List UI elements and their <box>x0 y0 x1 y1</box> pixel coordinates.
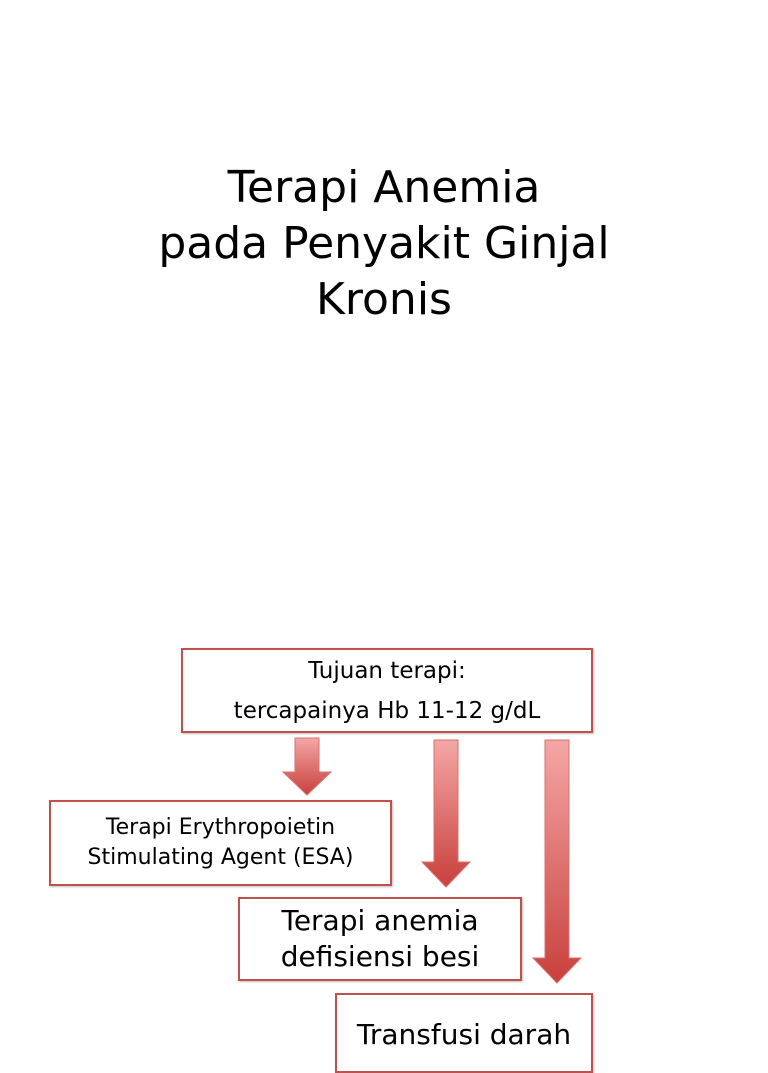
iron-line-1: Terapi anemia <box>281 904 479 937</box>
blood-transfusion-box <box>335 993 593 1073</box>
transfusion-line-1: Transfusi darah <box>356 1018 572 1051</box>
esa-therapy-box <box>49 800 392 886</box>
esa-line-1: Terapi Erythropoietin <box>105 815 336 840</box>
slide-title-line-2: pada Penyakit Ginjal <box>158 218 610 269</box>
goal-line-1: Tujuan terapi: <box>308 657 466 684</box>
iron-deficiency-therapy-box <box>238 897 522 981</box>
iron-line-2: defisiensi besi <box>280 940 480 973</box>
goal-line-2: tercapainya Hb 11-12 g/dL <box>233 697 541 724</box>
arrow-to-iron <box>421 740 471 888</box>
slide-title-line-1: Terapi Anemia <box>227 162 541 213</box>
slide-title <box>0 160 768 328</box>
slide-title-line-3: Kronis <box>316 274 452 325</box>
arrow-to-esa <box>282 738 332 796</box>
arrow-to-transfusion <box>532 740 582 984</box>
esa-line-2: Stimulating Agent (ESA) <box>87 845 354 870</box>
goal-box <box>181 648 593 733</box>
